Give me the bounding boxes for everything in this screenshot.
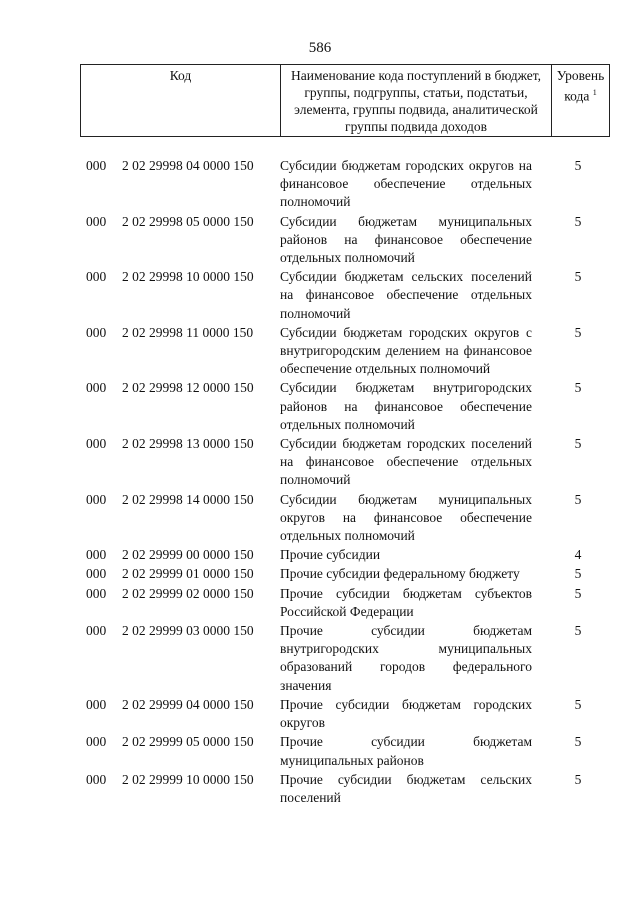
table-body xyxy=(80,157,610,808)
table-row xyxy=(80,379,610,434)
table-row xyxy=(80,585,610,621)
admin-code: 000 xyxy=(86,623,107,639)
table-row xyxy=(80,696,610,732)
revenue-code: 2 02 29998 04 0000 150 xyxy=(122,158,254,173)
code-level: 5 xyxy=(574,734,582,750)
table-row xyxy=(80,733,610,769)
code-level: 5 xyxy=(574,324,582,340)
revenue-name: Субсидии бюджетам муниципальных округов на финансовое обеспечение отдельных полномочий xyxy=(280,491,532,544)
admin-code: 000 xyxy=(86,269,107,285)
table-row xyxy=(80,565,610,583)
code-level: 5 xyxy=(574,436,582,452)
admin-code: 000 xyxy=(86,158,107,173)
admin-code: 000 xyxy=(86,734,107,750)
admin-code: 000 xyxy=(86,436,107,452)
revenue-name: Прочие субсидии бюджетам муниципальных районов xyxy=(280,734,532,768)
table-row xyxy=(80,268,610,323)
revenue-name: Прочие субсидии федеральному бюджету xyxy=(280,566,520,582)
code-level: 5 xyxy=(574,269,582,285)
revenue-name: Субсидии бюджетам городских поселений на финансовое обеспечение отдельных полномочий xyxy=(280,436,532,488)
table-row xyxy=(80,771,610,807)
revenue-name: Субсидии бюджетам городских округов на финансовое обеспечение отдельных полномочий xyxy=(280,158,532,210)
page-number: 586 xyxy=(308,40,332,56)
header-name: Наименование кода поступлений в бюджет, группы, подгруппы, статьи, подстатьи, элемента, группы подвида, аналитической группы подвида доходов xyxy=(281,65,552,137)
revenue-code: 2 02 29999 10 0000 150 xyxy=(122,771,254,787)
admin-code: 000 xyxy=(86,491,107,507)
revenue-code: 2 02 29999 03 0000 150 xyxy=(122,623,254,639)
revenue-code: 2 02 29999 04 0000 150 xyxy=(122,696,254,712)
code-level: 5 xyxy=(574,566,582,582)
header-level xyxy=(552,65,610,137)
admin-code: 000 xyxy=(86,585,107,601)
admin-code: 000 xyxy=(86,324,107,340)
code-level: 5 xyxy=(574,213,582,229)
table-row xyxy=(80,157,610,212)
table-row xyxy=(80,213,610,268)
admin-code: 000 xyxy=(86,547,107,563)
revenue-code: 2 02 29998 12 0000 150 xyxy=(122,380,254,396)
revenue-name: Прочие субсидии бюджетам субъектов Российской Федерации xyxy=(280,585,532,619)
revenue-code: 2 02 29998 10 0000 150 xyxy=(122,269,254,285)
admin-code: 000 xyxy=(86,566,107,582)
revenue-code: 2 02 29999 01 0000 150 xyxy=(122,566,254,582)
code-level: 5 xyxy=(574,585,582,601)
code-level: 4 xyxy=(574,547,582,563)
admin-code: 000 xyxy=(86,771,107,787)
table-row xyxy=(80,491,610,546)
code-level: 5 xyxy=(574,771,582,787)
table-row xyxy=(80,324,610,379)
revenue-name: Прочие субсидии бюджетам внутригородских муниципальных образований городов федерального значения xyxy=(280,623,532,693)
header-level-label: Уровень кода xyxy=(556,68,605,104)
header-code: Код xyxy=(81,65,281,137)
revenue-name: Субсидии бюджетам сельских поселений на финансовое обеспечение отдельных полномочий xyxy=(280,269,532,321)
table-row xyxy=(80,622,610,695)
header-level-footnote: 1 xyxy=(592,88,597,97)
code-level: 5 xyxy=(574,380,582,396)
table-row xyxy=(80,546,610,564)
revenue-code: 2 02 29999 05 0000 150 xyxy=(122,734,254,750)
revenue-name: Прочие субсидии xyxy=(280,547,381,563)
revenue-name: Прочие субсидии бюджетам сельских поселений xyxy=(280,771,532,805)
revenue-code: 2 02 29998 13 0000 150 xyxy=(122,436,254,452)
revenue-code: 2 02 29998 11 0000 150 xyxy=(122,324,254,340)
code-level: 5 xyxy=(574,491,582,507)
table-row xyxy=(80,435,610,490)
revenue-code: 2 02 29999 00 0000 150 xyxy=(122,547,254,563)
revenue-code: 2 02 29998 14 0000 150 xyxy=(122,491,254,507)
revenue-name: Субсидии бюджетам муниципальных районов на финансовое обеспечение отдельных полномочий xyxy=(280,213,532,266)
code-level: 5 xyxy=(574,696,582,712)
code-level: 5 xyxy=(574,158,582,173)
revenue-code: 2 02 29998 05 0000 150 xyxy=(122,213,254,229)
revenue-code: 2 02 29999 02 0000 150 xyxy=(122,585,254,601)
revenue-name: Субсидии бюджетам внутригородских районов на финансовое обеспечение отдельных полномочий xyxy=(280,380,532,432)
revenue-name: Прочие субсидии бюджетам городских округов xyxy=(280,696,532,731)
table-header xyxy=(80,64,610,137)
revenue-name: Субсидии бюджетам городских округов с внутригородским делением на финансовое обеспечение отдельных полномочий xyxy=(280,324,532,377)
code-level: 5 xyxy=(574,623,582,639)
admin-code: 000 xyxy=(86,696,107,712)
admin-code: 000 xyxy=(86,213,107,229)
admin-code: 000 xyxy=(86,380,107,396)
